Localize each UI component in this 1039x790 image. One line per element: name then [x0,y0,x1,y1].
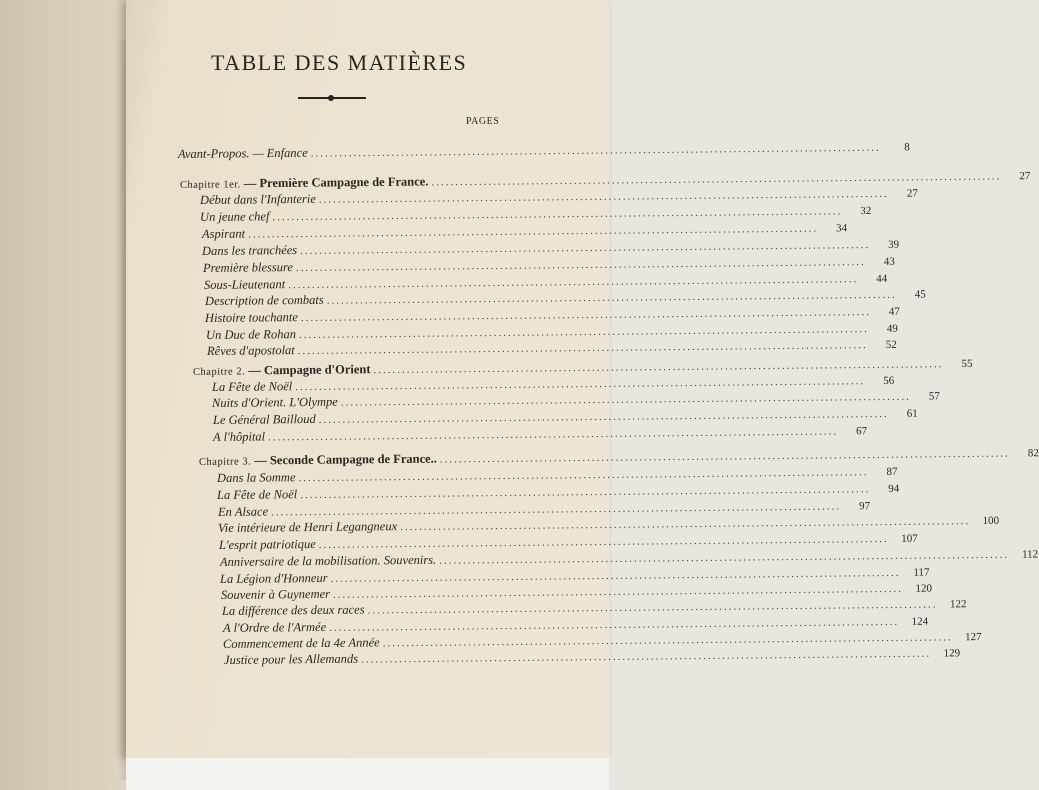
leader-dots: ........................................................................................................................ [382,631,953,650]
chapter-number: Chapitre 1er. [179,179,241,191]
leader-dots: ........................................................................................................................ [248,222,819,241]
entry-title: Un Duc de Rohan [205,327,296,342]
toc-entry-row [211,390,940,411]
toc-entry-row [199,187,918,208]
leader-dots: ........................................................................................................................ [295,256,866,275]
toc-entry-row [204,305,900,326]
page-number: 107 [901,532,918,545]
leader-dots: ........................................................................................................................ [431,170,1002,189]
entry-title: La Légion d'Honneur [219,570,328,586]
entry-title: A l'hôpital [212,429,266,444]
entry-title: La Fête de Noël [216,487,298,502]
leader-dots: ........................................................................................................................ [367,598,938,617]
toc-entry-row [217,500,871,520]
entry-title: Commencement de la 4e Année [222,635,380,651]
page-number: 82 [1027,447,1039,460]
leader-dots: ........................................................................................................................ [295,375,866,394]
entry-title: Souvenir à Guynemer [220,586,331,602]
leader-dots: ........................................................................................................................ [361,647,932,666]
toc-entry-row [219,566,930,587]
toc-entry-row [223,647,961,668]
leader-dots: ........................................................................................................................ [439,548,1010,567]
toc-entry-row [211,374,895,395]
entry-title: Aspirant [201,226,246,241]
leader-dots: ........................................................................................................................ [271,500,842,519]
toc-entry-row [201,222,848,242]
toc-entry-row [212,407,918,428]
entry-title: Anniversaire de la mobilisation. Souvenirs. [219,552,437,569]
chapter-number: Chapitre 2. [192,366,246,378]
chapter-number: Chapitre 3. [198,456,252,468]
leader-dots: ........................................................................................................................ [318,532,889,551]
toc-entry-row [217,514,1000,536]
entry-title: Début dans l'Infanterie [199,191,316,207]
page-number: 45 [914,288,926,301]
page-number: 129 [943,647,961,660]
leader-dots: ........................................................................................................................ [318,187,889,206]
entry-title: Le Général Bailloud [212,411,316,427]
page-number: 61 [906,407,918,420]
toc-entry-row [202,255,895,276]
page-title: TABLE DES MATIÈRES [211,50,468,75]
toc-entry-row [212,425,868,445]
toc-entry-row [222,631,982,652]
entry-title: L'esprit patriotique [218,536,316,552]
leader-dots: ........................................................................................................................ [400,515,971,534]
leader-dots: ........................................................................................................................ [332,582,904,601]
page-number: 112 [1021,548,1039,561]
chapter-heading [199,452,437,469]
toc-entry-row [206,338,897,359]
chapter-heading [180,174,429,192]
toc-entry-row [220,582,933,603]
entry-title: Dans les tranchées [201,243,298,258]
toc-entry-row [205,322,898,343]
page-number: 44 [876,272,888,285]
toc-entry-row [219,548,1039,570]
entry-title: La Fête de Noël [211,379,293,394]
chapter-title: — Seconde Campagne de France.. [254,451,437,468]
page-number: 67 [856,425,868,438]
chapter-title: — Première Campagne de France. [243,174,429,191]
table-surface [126,758,609,790]
leader-dots: ........................................................................................................................ [310,141,881,160]
toc-entry-row [222,615,929,636]
leader-dots: ........................................................................................................................ [300,239,871,257]
leader-dots: ........................................................................................................................ [272,205,843,224]
leader-dots: ........................................................................................................................ [439,447,1010,466]
entry-title: Nuits d'Orient. L'Olympe [211,394,338,410]
page-number: 122 [949,598,967,611]
entry-title: Histoire touchante [204,310,299,325]
page-number: 39 [888,238,900,251]
leader-dots: ........................................................................................................................ [373,358,944,377]
page-number: 55 [961,357,973,370]
entry-title: Avant-Propos. — Enfance [177,145,308,161]
page-number: 27 [906,187,918,200]
leader-dots: ........................................................................................................................ [288,273,859,292]
entry-title: Justice pour les Allemands [223,651,359,667]
entry-title: Dans la Somme [216,470,296,485]
entry-title: Description de combats [204,292,324,308]
entry-title: Vie intérieure de Henri Legangneux [217,519,398,535]
page-number: 8 [904,141,910,154]
page-number: 27 [1019,170,1031,183]
leader-dots: ........................................................................................................................ [300,483,871,502]
page-number: 56 [883,374,895,387]
page-number: 32 [860,204,872,218]
entry-title: A l'Ordre de l'Armée [222,619,327,635]
page-number: 49 [886,322,898,335]
toc-entry-row [201,238,900,259]
page-number: 52 [885,338,897,351]
toc-entry-row [218,532,918,553]
page-number: 124 [911,615,929,628]
page-number: 87 [886,465,898,478]
toc-entry-row [216,465,898,486]
pages-column-header: PAGES [466,116,500,127]
leader-dots: ........................................................................................................................ [326,288,897,307]
page-number: 120 [915,582,933,595]
page-number: 43 [883,255,895,268]
leader-dots: ........................................................................................................................ [340,390,911,409]
leader-dots: ........................................................................................................................ [318,407,889,426]
page-number: 100 [982,514,1000,527]
page-number: 57 [928,390,940,403]
page-number: 94 [888,482,900,495]
title-ornament-rule [298,97,366,99]
entry-title: Un jeune chef [199,209,270,224]
chapter-heading [193,362,371,379]
leader-dots: ........................................................................................................................ [298,323,869,342]
chapter-title: — Campagne d'Orient [248,362,371,378]
leader-dots: ........................................................................................................................ [297,339,868,358]
page-number: 47 [888,305,900,318]
page-number: 34 [835,222,848,235]
toc-entry-row [221,598,967,619]
leader-dots: ........................................................................................................................ [300,306,871,324]
toc-entry-row [204,288,926,309]
entry-title: En Alsace [217,504,269,519]
page-number: 117 [913,566,930,579]
leader-dots: ........................................................................................................................ [329,615,900,634]
toc-entry-row [203,272,888,293]
toc-entry-row [199,204,872,225]
leader-dots: ........................................................................................................................ [330,566,901,585]
page-number: 127 [965,631,982,644]
entry-title: Rêves d'apostolat [206,343,295,358]
entry-title: Sous-Lieutenant [203,277,286,292]
entry-title: Première blessure [202,260,293,275]
page-number: 97 [859,500,871,513]
toc-entry-row [216,482,900,503]
leader-dots: ........................................................................................................................ [298,466,869,485]
leader-dots: ........................................................................................................................ [268,425,839,444]
entry-title: La différence des deux races [221,602,365,618]
